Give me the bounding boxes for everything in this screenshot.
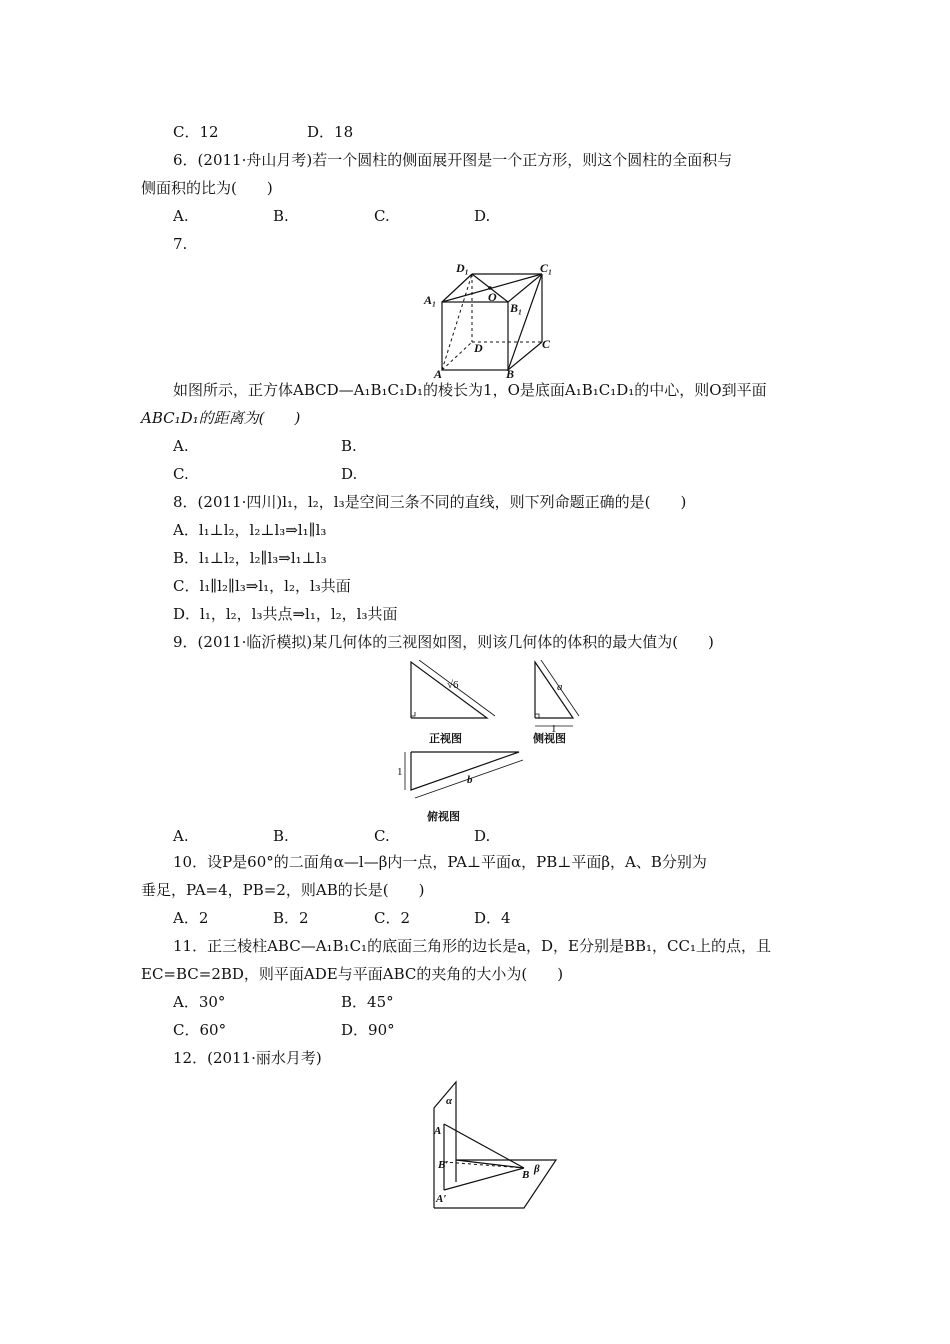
q6-option-b: B. [273,207,289,225]
q11-text-line1: 11．正三棱柱ABC—A₁B₁C₁的底面三角形的边长是a，D，E分别是BB₁，CC₁上的点，且 [173,937,772,955]
caption-top-view: 俯视图 [427,811,460,823]
q6-option-d: D. [474,207,491,225]
cube-diagram [420,262,560,378]
cube-label-a: A [434,367,443,378]
q10-option-b: B．2 [273,909,309,927]
q11-option-c: C．60° [173,1021,227,1039]
q6-text-line2: 侧面积的比为( ) [141,179,273,197]
q9-option-a: A. [173,827,189,845]
q7-option-a: A. [173,437,189,455]
q5-option-d: D．18 [307,123,354,141]
q8-option-c: C．l₁∥l₂∥l₃⇒l₁，l₂，l₃共面 [173,577,351,595]
three-views-figure [395,660,595,828]
q7-option-b: B. [341,437,357,455]
q8-option-d: D．l₁，l₂，l₃共点⇒l₁，l₂，l₃共面 [173,605,398,623]
q7-option-d: D. [341,465,358,483]
q11-text-line2: EC=BC=2BD，则平面ADE与平面ABC的夹角的大小为( ) [141,965,564,983]
q6-option-a: A. [173,207,189,225]
caption-side-view: 侧视图 [533,733,566,745]
plane-label-alpha: α [446,1095,453,1107]
cube-label-b: B [506,367,515,378]
q6-text-line1: 6．(2011·舟山月考)若一个圆柱的侧面展开图是一个正方形，则这个圆柱的全面积与 [173,151,733,169]
q11-option-b: B．45° [341,993,394,1011]
q10-option-d: D．4 [474,909,511,927]
point-label-a-prime: A′ [436,1193,447,1205]
q10-text-line1: 10．设P是60°的二面角α—l—β内一点，PA⊥平面α，PB⊥平面β，A、B分别为 [173,853,707,871]
q9-option-c: C. [374,827,390,845]
dihedral-figure [424,1078,564,1214]
q5-option-c: C．12 [173,123,219,141]
plane-label-beta: β [534,1163,540,1175]
q10-text-line2: 垂足，PA=4，PB=2，则AB的长是( ) [141,881,425,899]
cube-label-o: O [488,290,497,304]
cube-figure [420,262,560,378]
q6-option-c: C. [374,207,390,225]
q8-option-b: B．l₁⊥l₂，l₂∥l₃⇒l₁⊥l₃ [173,549,327,567]
cube-label-c: C [542,337,551,351]
cube-label-d: D [474,341,483,355]
q7-text-line1: 如图所示，正方体ABCD—A₁B₁C₁D₁的棱长为1，O是底面A₁B₁C₁D₁的中心，则O到平面 [173,381,767,399]
point-label-b-prime: B′ [438,1159,449,1171]
q7-text-line2: ABC₁D₁的距离为( ) [141,409,301,427]
point-label-a: A [434,1125,442,1137]
point-label-b: B [522,1169,530,1181]
q12-text-line1: 12．(2011·丽水月考) [173,1049,322,1067]
q8-option-a: A．l₁⊥l₂，l₂⊥l₃⇒l₁∥l₃ [173,521,327,539]
q9-option-d: D. [474,827,491,845]
q10-option-c: C．2 [374,909,411,927]
cube-label-b1: B₁ [510,301,523,315]
cube-label-a1: A₁ [424,293,437,307]
q7-number: 7. [173,235,188,253]
label-height-1: 1 [397,766,403,778]
dihedral-diagram [424,1078,564,1214]
label-width-1: 1 [551,723,557,735]
q11-option-a: A．30° [173,993,226,1011]
q7-option-c: C. [173,465,189,483]
three-views-diagram [395,660,595,828]
q10-option-a: A．2 [173,909,209,927]
label-b: b [467,774,473,786]
q9-option-b: B. [273,827,289,845]
cube-label-d1: D₁ [456,262,469,275]
q8-text-line1: 8．(2011·四川)l₁，l₂，l₃是空间三条不同的直线，则下列命题正确的是( ) [173,493,687,511]
label-sqrt6: √6 [447,679,459,691]
label-a: a [557,681,563,693]
caption-front-view: 正视图 [429,733,462,745]
q11-option-d: D．90° [341,1021,395,1039]
q9-text-line1: 9．(2011·临沂模拟)某几何体的三视图如图，则该几何体的体积的最大值为( ) [173,633,714,651]
cube-label-c1: C₁ [540,262,553,275]
